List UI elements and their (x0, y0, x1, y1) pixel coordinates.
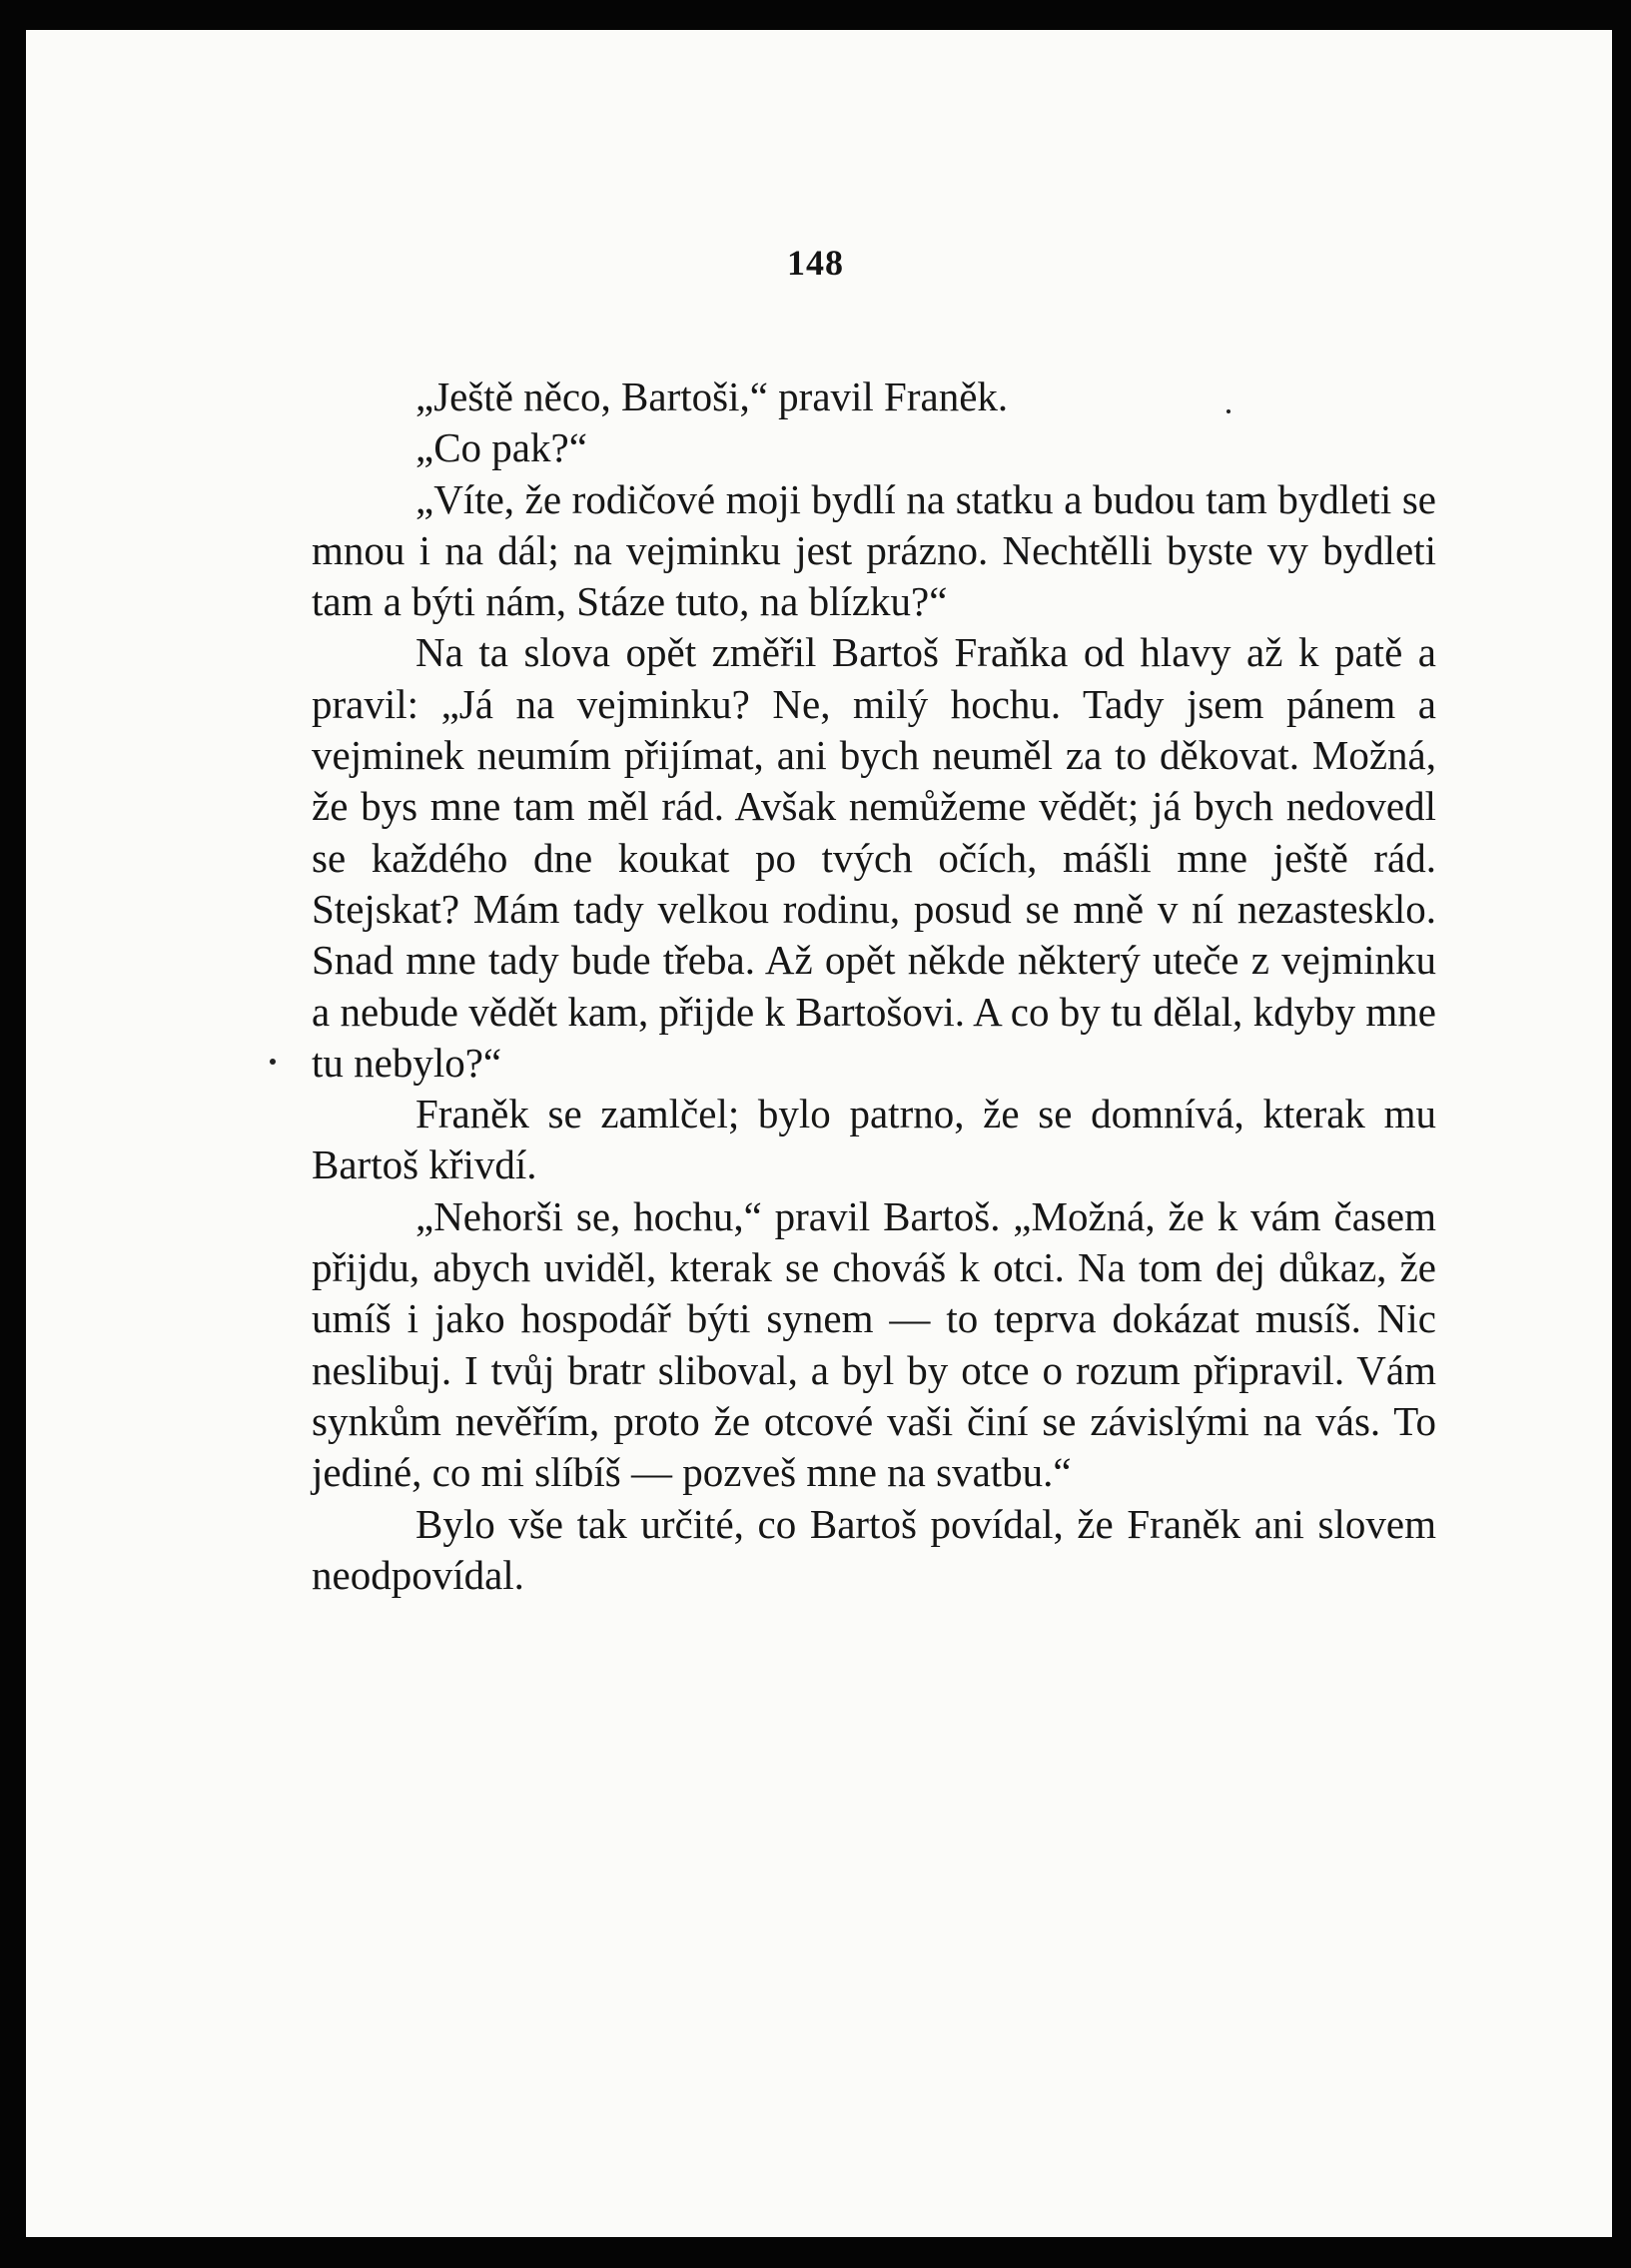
paragraph: Bylo vše tak určité, co Bartoš povídal, že Franěk ani slovem neodpovídal. (312, 1500, 1436, 1598)
body-text (312, 372, 1436, 1601)
paragraph: „Víte, že rodičové moji bydlí na statku a budou tam bydleti se mnou i na dál; na vejminku jest prázno. Nechtělli byste vy bydleti tam a býti nám, Stáze tuto, na blízku?“ (312, 475, 1436, 625)
ink-speck (270, 1059, 276, 1065)
paragraph: „Co pak?“ (415, 424, 587, 471)
paragraph: „Nehorši se, hochu,“ pravil Bartoš. „Možná, že k vám časem přijdu, abych uviděl, kterak se chováš k otci. Na tom dej důkaz, že umíš i jako hospodář býti synem — to teprva dokázat musíš. Nic neslibuj. I tvůj bratr sliboval, a byl by otce o rozum připravil. Vám synkům nevěřím, proto že otcové vaši činí se závislými na vás. To jediné, co mi slíbíš — pozveš mne na svatbu.“ (312, 1192, 1436, 1496)
paragraph: Franěk se zamlčel; bylo patrno, že se domnívá, kterak mu Bartoš křivdí. (312, 1091, 1436, 1188)
paragraph: „Ještě něco, Bartoši,“ pravil Franěk. (415, 374, 1009, 419)
page-number: 148 (787, 243, 844, 283)
paragraph: Na ta slova opět změřil Bartoš Fraňka od hlavy až k patě a pravil: „Já na vejminku? Ne, milý hochu. Tady jsem pánem a vejminek neumím přijímat, ani bych neuměl za to děkovat. Možná, že bys mne tam měl rád. Avšak nemůžeme vědět; já bych nedovedl se každého dne koukat po tvých očích, mášli mne ještě rád. Stejskat? Mám tady velkou rodinu, posud se mně v ní nezastesklo. Snad mne tady bude třeba. Až opět někde některý uteče z vejminku a nebude vědět kam, přijde k Bartošovi. A co by tu dělal, kdyby mne tu nebylo?“ (312, 629, 1436, 1086)
